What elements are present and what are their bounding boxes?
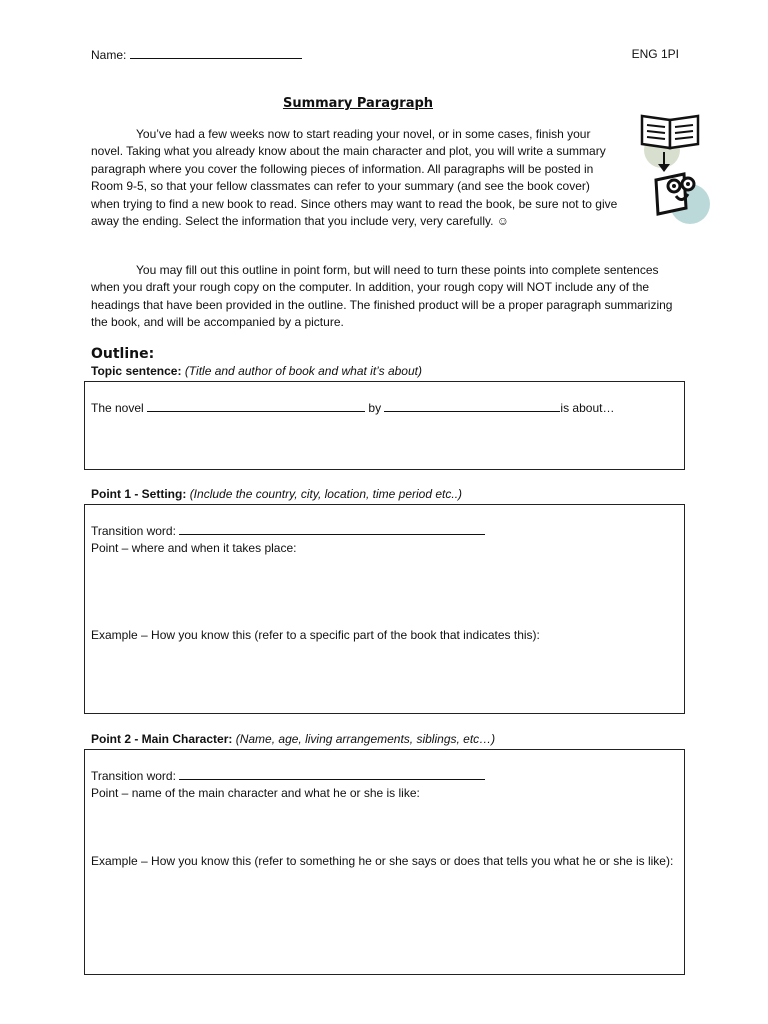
point1-point-text: Point – where and when it takes place:	[91, 541, 297, 555]
topic-sentence-title: Topic sentence:	[91, 364, 182, 378]
novel-title-blank[interactable]	[147, 400, 365, 412]
point1-example-text: Example – How you know this (refer to a specific part of the book that indicates this):	[91, 628, 540, 642]
topic-sentence-hint: (Title and author of book and what it’s about)	[184, 364, 422, 378]
point2-title: Point 2 - Main Character	[91, 732, 229, 746]
point1-transition-blank[interactable]	[179, 523, 485, 535]
by-label: by	[368, 401, 382, 415]
point2-colon: :	[228, 732, 233, 746]
point1-label	[91, 487, 462, 501]
point2-example-text: Example – How you know this (refer to something he or she says or does that tells you what he or she is like):	[91, 854, 674, 868]
book-reader-clipart-icon	[636, 108, 710, 228]
point2-transition-label: Transition word:	[91, 769, 176, 783]
intro-paragraph-2	[91, 262, 683, 332]
point1-box[interactable]	[84, 504, 685, 714]
point2-transition-blank[interactable]	[179, 768, 485, 780]
point1-title: Point 1 - Setting	[91, 487, 183, 501]
topic-sentence-line	[91, 400, 614, 415]
point1-transition-label: Transition word:	[91, 524, 176, 538]
intro-paragraph-2-text: You may fill out this outline in point form, but will need to turn these points into complete sentences when you draft your rough copy on the computer. In addition, your rough copy will NOT include any of the headings that have been provided in the outline. The finished product will be a proper paragraph summarizing the book, and will be accompanied by a picture.	[91, 263, 673, 330]
header-row	[91, 47, 679, 63]
point1-hint: (Include the country, city, location, time period etc..)	[189, 487, 463, 501]
outline-heading: Outline:	[91, 346, 155, 362]
name-label: Name:	[91, 48, 127, 62]
point1-colon: :	[182, 487, 187, 501]
name-field[interactable]	[91, 47, 302, 62]
topic-sentence-box[interactable]	[84, 381, 685, 470]
intro-paragraph-1-text: You’ve had a few weeks now to start reading your novel, or in some cases, finish your novel. Taking what you already know about the main character and plot, you will write a summary paragraph where you cover the following pieces of information. All paragraphs will be posted in Room 9-5, so that your fellow classmates can refer to your summary (and see the book cover) when trying to find a new book to read. Since others may want to read the book, be sure not to give away the ending. Select the information that you include very, very carefully. ☺	[91, 127, 618, 229]
intro-paragraph-1	[91, 126, 621, 230]
point2-hint: (Name, age, living arrangements, siblings, etc…)	[235, 732, 496, 746]
point2-point-text: Point – name of the main character and what he or she is like:	[91, 786, 420, 800]
topic-sentence-label	[91, 364, 422, 378]
is-about-label: is about…	[560, 401, 615, 415]
point2-box[interactable]	[84, 749, 685, 975]
name-blank-line[interactable]	[130, 47, 302, 59]
author-blank[interactable]	[384, 400, 560, 412]
novel-label: The novel	[91, 401, 144, 415]
point2-label	[91, 732, 495, 746]
page-title: Summary Paragraph	[282, 96, 434, 111]
point1-transition-line	[91, 523, 485, 538]
point2-transition-line	[91, 768, 485, 783]
course-code: ENG 1PI	[631, 47, 679, 61]
